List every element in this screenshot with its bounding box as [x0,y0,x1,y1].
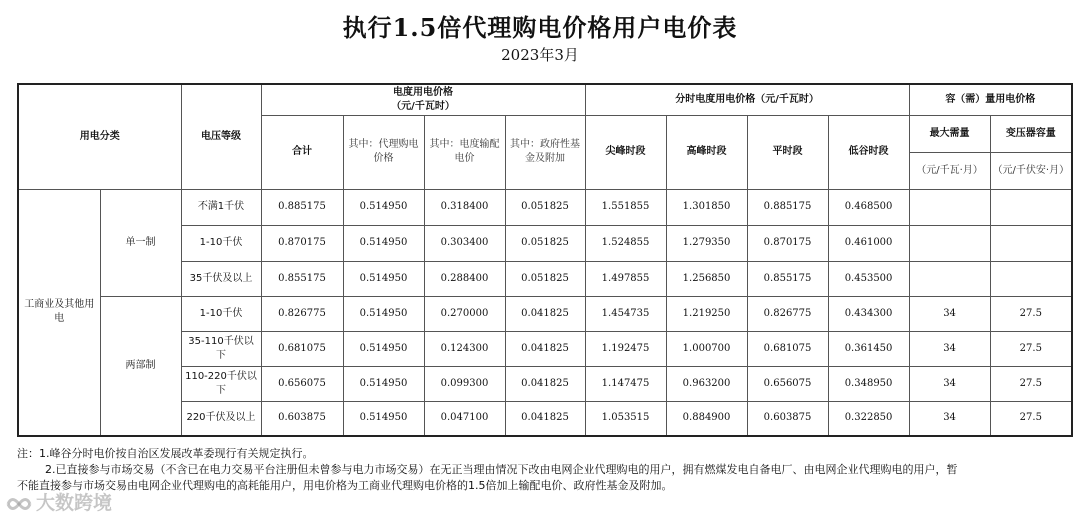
note-2: 2.已直接参与市场交易（不含已在电力交易平台注册但未曾参与电力市场交易）在无正当理由情况下改由电网企业代理购电的用户，拥有燃煤发电自备电厂、由电网企业代理购电的用户，暂 [45,463,958,476]
transformer-cell: 27.5 [990,366,1072,401]
total-cell: 0.656075 [261,366,343,401]
voltage-cell: 220千伏及以上 [181,401,261,436]
transmission-cell: 0.047100 [424,401,505,436]
header-transformer: 变压器容量 [990,115,1072,152]
header-total: 合计 [261,115,343,189]
voltage-cell: 35-110千伏以下 [181,331,261,366]
header-tou: 分时电度用电价格（元/千瓦时） [585,84,909,115]
transmission-cell: 0.099300 [424,366,505,401]
total-cell: 0.855175 [261,261,343,296]
sharp-cell: 1.147475 [585,366,666,401]
purchase-cell: 0.514950 [343,296,424,331]
purchase-cell: 0.514950 [343,366,424,401]
header-capacity: 容（需）量用电价格 [909,84,1072,115]
max-demand-cell: 34 [909,366,990,401]
category-label: 工商业及其他用电 [18,189,100,436]
header-valley: 低谷时段 [828,115,909,189]
transformer-cell [990,189,1072,225]
watermark [6,488,112,515]
voltage-cell: 35千伏及以上 [181,261,261,296]
transmission-cell: 0.288400 [424,261,505,296]
flat-cell: 0.855175 [747,261,828,296]
peak-cell: 1.279350 [666,225,747,261]
group-single: 单一制 [100,189,181,296]
transmission-cell: 0.124300 [424,331,505,366]
fund-cell: 0.041825 [505,296,585,331]
note-3: 不能直接参与市场交易由电网企业代理购电的高耗能用户，用电价格为工商业代理购电价格的1.5倍加上输配电价、政府性基金及附加。 [17,479,673,492]
voltage-cell: 1-10千伏 [181,296,261,331]
price-table [17,83,1073,437]
header-max-demand: 最大需量 [909,115,990,152]
purchase-cell: 0.514950 [343,401,424,436]
voltage-cell: 1-10千伏 [181,225,261,261]
fund-cell: 0.051825 [505,261,585,296]
transmission-cell: 0.318400 [424,189,505,225]
transmission-cell: 0.303400 [424,225,505,261]
fund-cell: 0.041825 [505,401,585,436]
valley-cell: 0.434300 [828,296,909,331]
flat-cell: 0.681075 [747,331,828,366]
valley-cell: 0.468500 [828,189,909,225]
watermark-logo-icon [6,493,32,515]
transformer-cell: 27.5 [990,296,1072,331]
header-transformer-unit: （元/千伏安·月） [990,152,1072,189]
header-voltage: 电压等级 [181,84,261,189]
total-cell: 0.603875 [261,401,343,436]
header-transmission: 其中：电度输配电价 [424,115,505,189]
max-demand-cell: 34 [909,331,990,366]
fund-cell: 0.051825 [505,225,585,261]
sharp-cell: 1.454735 [585,296,666,331]
purchase-cell: 0.514950 [343,331,424,366]
group-two-part: 两部制 [100,296,181,436]
purchase-cell: 0.514950 [343,225,424,261]
header-max-demand-unit: （元/千瓦·月） [909,152,990,189]
flat-cell: 0.870175 [747,225,828,261]
sharp-cell: 1.053515 [585,401,666,436]
voltage-cell: 110-220千伏以下 [181,366,261,401]
total-cell: 0.826775 [261,296,343,331]
page-title: 执行1.5倍代理购电价格用户电价表 [342,13,738,42]
total-cell: 0.885175 [261,189,343,225]
max-demand-cell: 34 [909,401,990,436]
header-sharp: 尖峰时段 [585,115,666,189]
fund-cell: 0.051825 [505,189,585,225]
sharp-cell: 1.497855 [585,261,666,296]
sharp-cell: 1.524855 [585,225,666,261]
purchase-cell: 0.514950 [343,261,424,296]
table-row [18,189,1072,225]
valley-cell: 0.348950 [828,366,909,401]
header-purchase: 其中：代理购电价格 [343,115,424,189]
valley-cell: 0.322850 [828,401,909,436]
fund-cell: 0.041825 [505,331,585,366]
sharp-cell: 1.551855 [585,189,666,225]
watermark-text: 大数跨境 [36,492,113,514]
transformer-cell [990,225,1072,261]
valley-cell: 0.453500 [828,261,909,296]
max-demand-cell [909,225,990,261]
flat-cell: 0.826775 [747,296,828,331]
peak-cell: 1.219250 [666,296,747,331]
table-row [18,296,1072,331]
purchase-cell: 0.514950 [343,189,424,225]
header-peak: 高峰时段 [666,115,747,189]
peak-cell: 1.000700 [666,331,747,366]
total-cell: 0.870175 [261,225,343,261]
total-cell: 0.681075 [261,331,343,366]
header-row-1 [18,84,1072,115]
transmission-cell: 0.270000 [424,296,505,331]
fund-cell: 0.041825 [505,366,585,401]
valley-cell: 0.461000 [828,225,909,261]
page-subtitle: 2023年3月 [501,46,579,64]
peak-cell: 1.256850 [666,261,747,296]
header-flat: 平时段 [747,115,828,189]
peak-cell: 1.301850 [666,189,747,225]
transformer-cell [990,261,1072,296]
voltage-cell: 不满1千伏 [181,189,261,225]
note-1: 注：1.峰谷分时电价按自治区发展改革委现行有关规定执行。 [17,447,314,460]
transformer-cell: 27.5 [990,401,1072,436]
transformer-cell: 27.5 [990,331,1072,366]
footnotes [17,446,1067,494]
peak-cell: 0.963200 [666,366,747,401]
sharp-cell: 1.192475 [585,331,666,366]
flat-cell: 0.603875 [747,401,828,436]
valley-cell: 0.361450 [828,331,909,366]
peak-cell: 0.884900 [666,401,747,436]
flat-cell: 0.885175 [747,189,828,225]
flat-cell: 0.656075 [747,366,828,401]
header-category: 用电分类 [18,84,181,189]
header-kwh-price: 电度用电价格 （元/千瓦时） [261,84,585,115]
max-demand-cell [909,189,990,225]
header-fund: 其中：政府性基金及附加 [505,115,585,189]
max-demand-cell: 34 [909,296,990,331]
max-demand-cell [909,261,990,296]
